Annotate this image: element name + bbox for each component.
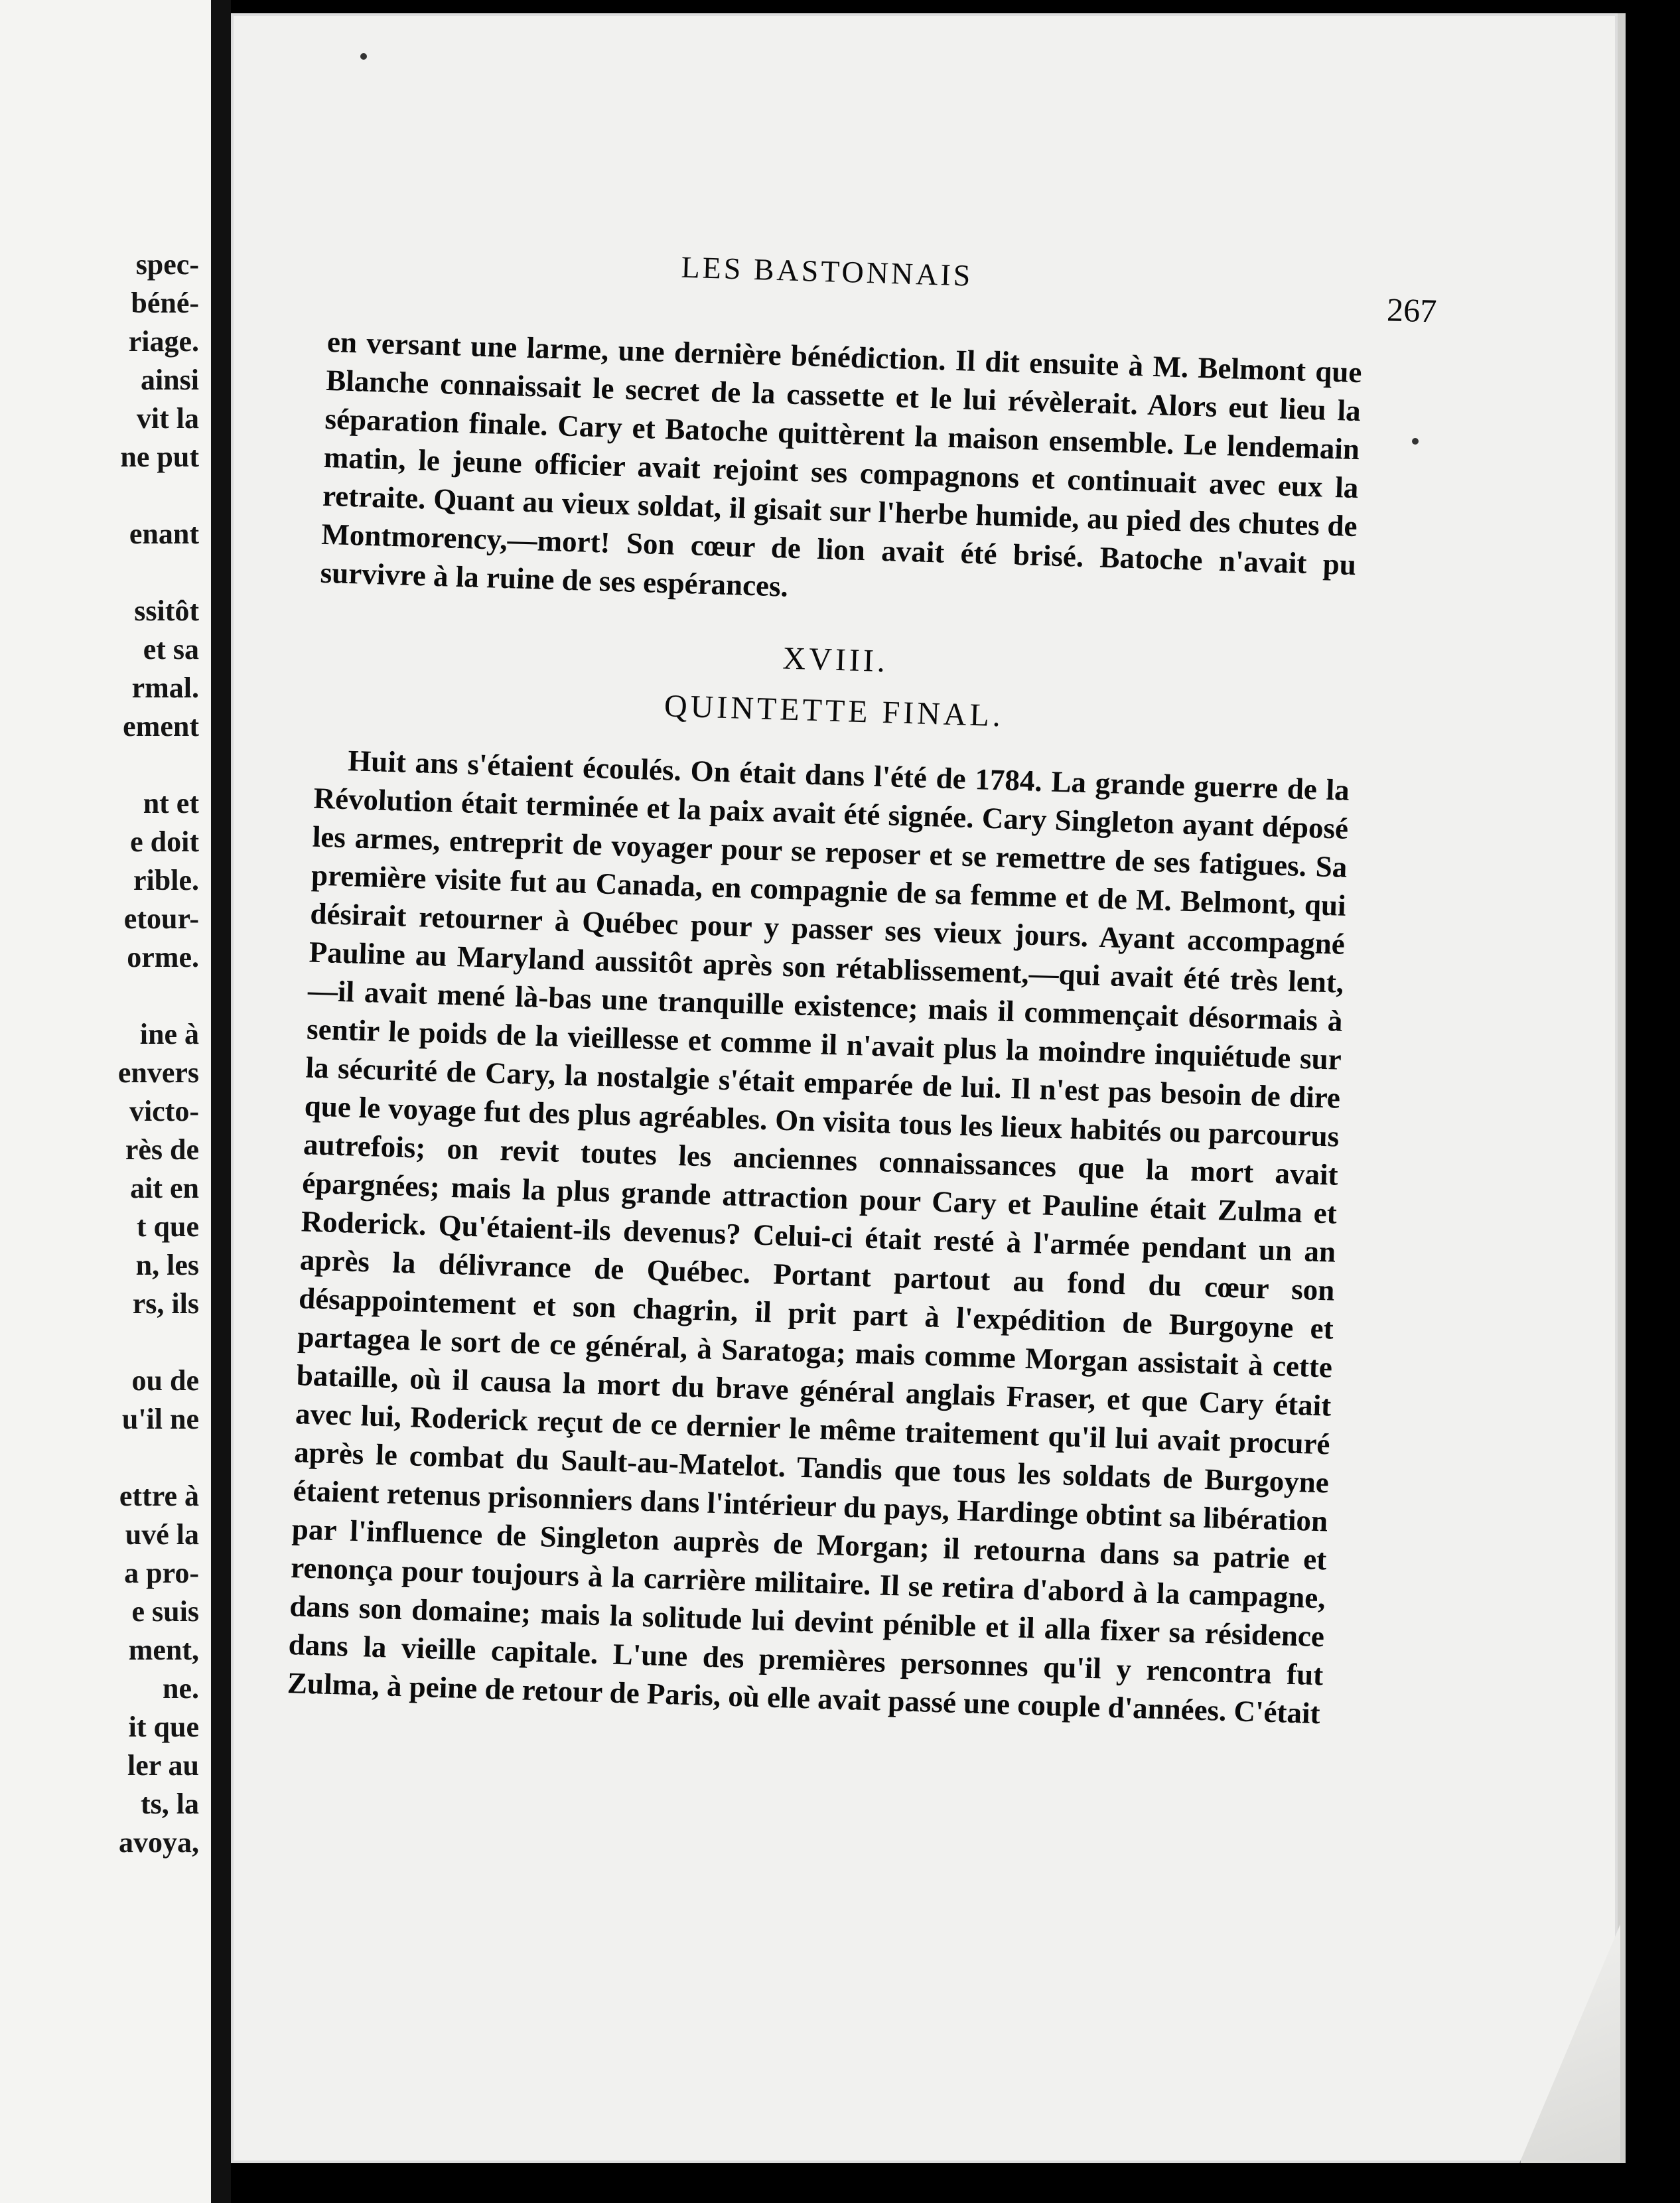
previous-page-line: envers <box>117 1056 199 1089</box>
running-title: LES BASTONNAIS <box>680 249 974 293</box>
previous-page-line <box>0 746 199 784</box>
previous-page-line: ine à <box>139 1018 199 1050</box>
previous-page-line: spec- <box>135 248 199 281</box>
previous-page-line: it que <box>128 1711 199 1743</box>
previous-page-line: victo- <box>129 1095 199 1127</box>
previous-page-line: ment, <box>128 1634 199 1666</box>
previous-page-line: ne put <box>120 441 199 473</box>
previous-page-line: ainsi <box>140 364 199 396</box>
previous-page-line: ettre à <box>119 1480 199 1512</box>
previous-page-line: ou de <box>131 1364 199 1397</box>
paragraph-continuation: en versant une larme, une dernière bénédiction. Il dit ensuite à M. Belmont que Blanche connaissait le secret de la cassette et le lui révèlerait. Alors eut lieu la séparation finale. Cary et Batoche quittèrent la maison ensemble. Le lendemain matin, le jeune officier avait rejoint ses compagnons et continuait avec eux la retraite. Quant au vieux soldat, il gisait sur l'herbe humide, au pied des chutes de Montmorency,—mort! Son cœur de lion avait été brisé. Batoche n'avait pu survivre à la ruine de ses espérances. <box>320 324 1363 603</box>
previous-page-line: vit la <box>136 402 199 435</box>
previous-page-line: ler au <box>127 1749 199 1782</box>
previous-page-line: uvé la <box>125 1518 199 1551</box>
running-head <box>328 232 1438 335</box>
previous-page-text <box>0 246 211 1862</box>
previous-page-line: ement <box>123 710 199 743</box>
book-page <box>231 13 1618 2163</box>
previous-page-line: e doit <box>130 825 199 858</box>
previous-page-line: u'il ne <box>121 1403 199 1435</box>
previous-page-line: ne. <box>163 1672 199 1705</box>
page-edge <box>1618 13 1626 2163</box>
paragraph-chapter-opening: Huit ans s'étaient écoulés. On était dans l'été de 1784. La grande guerre de la Révolution était terminée et la paix avait été signée. Cary Singleton ayant déposé les armes, entreprit de voyager pour se reposer et se remettre de ses fatigues. Sa première visite fut au Canada, en compagnie de sa femme et de M. Belmont, qui désirait retourner à Québec pour y passer ses vieux jours. Ayant accompagné Pauline au Maryland aussitôt après son rétablissement,—qui avait été très lent,—il avait mené là-bas une tranquille existence; mais il commençait désormais à sentir le poids de la vieillesse et comme il n'avait plus la moindre inquiétude sur la sécurité de Cary, la nostalgie s'était emparée de lui. Il n'est pas besoin de dire que le voyage fut des plus agréables. On visita tous les lieux habités ou parcourus autrefois; on revit toutes les anciennes connaissances que la mort avait épargnées; mais la plus grande attraction pour Cary et Pauline était Zulma et Roderick. Qu'étaient-ils devenus? Celui-ci était resté à l'armée pendant un an après la délivrance de Québec. Portant partout au fond du cœur son désappointement et son chagrin, il prit part à l'expédition de Burgoyne et partagea le sort de ce général, à Saratoga; mais comme Morgan assistait à cette bataille, où il causa la mort du brave général anglais Fraser, et que Cary était avec lui, Roderick reçut de ce dernier le même traitement qu'il lui avait procuré après le combat du Sault-au-Matelot. Tandis que tous les soldats de Burgoyne étaient retenus prisonniers dans l'intérieur du pays, Hardinge obtint sa libération par l'influence de Singleton auprès de Morgan; il retourna dans sa patrie et renonça pour toujours à la carrière militaire. Il se retira d'abord à la campagne, dans son domaine; mais la solitude lui devint pénible et il alla fixer sa résidence dans la vieille capitale. L'une des premières personnes qu'il y rencontra fut Zulma, à peine de retour de Paris, où elle avait passé une couple d'années. C'était <box>287 744 1350 1731</box>
speck-mark <box>360 53 367 60</box>
previous-page-line: rs, ils <box>132 1287 199 1320</box>
previous-page-line: nt et <box>143 787 199 819</box>
previous-page-line: enant <box>129 518 199 550</box>
previous-page-line <box>0 553 199 592</box>
page-number: 267 <box>1386 291 1438 330</box>
chapter-title: QUINTETTE FINAL. <box>664 688 1005 734</box>
previous-page-line: a pro- <box>124 1557 199 1589</box>
book-gutter <box>211 0 231 2203</box>
previous-page-line <box>0 1323 199 1362</box>
previous-page-line: rès de <box>125 1133 199 1166</box>
previous-page-strip <box>0 0 211 2203</box>
previous-page-line: riage. <box>128 325 199 358</box>
previous-page-line <box>0 977 199 1015</box>
speck-mark <box>1412 438 1419 445</box>
previous-page-line: et sa <box>143 633 199 666</box>
previous-page-line: ts, la <box>141 1788 199 1820</box>
previous-page-line: t que <box>136 1210 199 1243</box>
previous-page-line: n, les <box>135 1249 199 1281</box>
previous-page-line: béné- <box>131 287 199 319</box>
previous-page-line: orme. <box>127 941 199 973</box>
previous-page-line: rmal. <box>131 672 199 704</box>
chapter-number: XVIII. <box>782 640 889 679</box>
previous-page-line: ait en <box>130 1172 199 1204</box>
previous-page-line <box>0 1439 199 1477</box>
previous-page-line: e suis <box>131 1595 199 1628</box>
previous-page-line: rible. <box>133 864 199 896</box>
previous-page-line: ssitôt <box>134 595 199 627</box>
page-content <box>287 232 1438 1732</box>
previous-page-line <box>0 476 199 515</box>
previous-page-line: etour- <box>123 902 199 935</box>
previous-page-line: avoya, <box>119 1826 199 1859</box>
